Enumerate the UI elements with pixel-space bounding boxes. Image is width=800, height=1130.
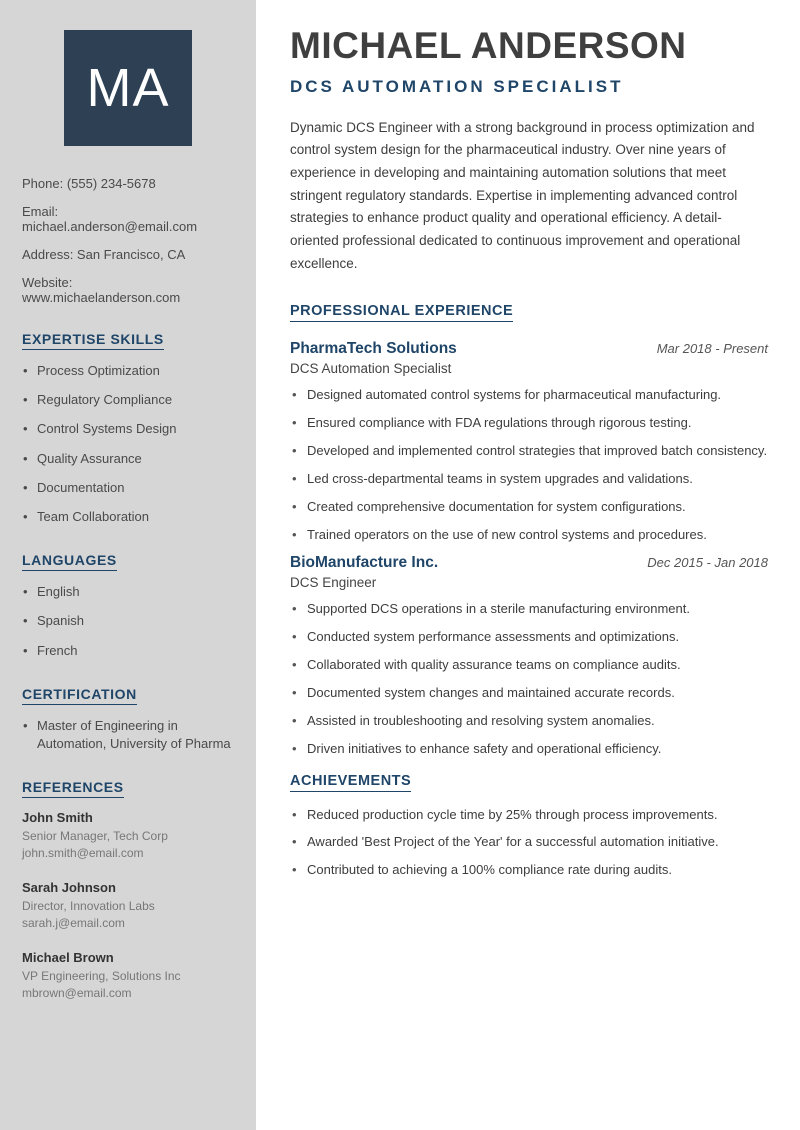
list-item: • Control Systems Design [22,420,234,438]
list-item: • Reduced production cycle time by 25% through process improvements. [290,806,768,825]
experience-heading: PROFESSIONAL EXPERIENCE [290,303,513,322]
contact-phone: Phone: (555) 234-5678 [22,176,156,191]
list-item: • Documented system changes and maintained accurate records. [290,684,768,703]
list-item: • French [22,642,234,660]
reference-email: sarah.j@email.com [22,916,125,931]
job-header [290,340,768,358]
list-item: • Supported DCS operations in a sterile manufacturing environment. [290,600,768,619]
reference-name: Michael Brown [22,949,114,965]
main-content [256,0,800,1130]
achievements-heading: ACHIEVEMENTS [290,773,411,792]
achievements-list [290,806,768,881]
job-bullets [290,600,768,758]
skills-list [22,362,234,526]
sidebar [0,0,256,1130]
list-item: • Driven initiatives to enhance safety and operational efficiency. [290,740,768,759]
list-item: • Master of Engineering in Automation, University of Pharma [22,717,234,753]
reference-entry [22,950,234,1003]
page-title: MICHAEL ANDERSON [290,25,687,66]
job-header [290,554,768,572]
list-item: • Led cross-departmental teams in system upgrades and validations. [290,470,768,489]
certification-heading: CERTIFICATION [22,686,137,705]
contact-website: Website: www.michaelanderson.com [22,275,181,305]
list-item: • Designed automated control systems for pharmaceutical manufacturing. [290,386,768,405]
list-item: • Team Collaboration [22,508,234,526]
list-item: • Conducted system performance assessments and optimizations. [290,628,768,647]
reference-entry [22,810,234,863]
reference-name: John Smith [22,810,93,826]
list-item: • Contributed to achieving a 100% compliance rate during audits. [290,861,768,880]
reference-role: Senior Manager, Tech Corp [22,829,168,844]
list-item: • Trained operators on the use of new control systems and procedures. [290,526,768,545]
contact-email: Email: michael.anderson@email.com [22,204,198,234]
list-item: • Quality Assurance [22,450,234,468]
reference-entry [22,880,234,933]
job-entry [290,340,768,544]
languages-heading: LANGUAGES [22,552,117,571]
reference-role: Director, Innovation Labs [22,898,155,913]
list-item: • Regulatory Compliance [22,391,234,409]
list-item: • Created comprehensive documentation for system configurations. [290,498,768,517]
section-references [22,779,234,1002]
job-bullets [290,386,768,544]
section-certification [22,686,234,753]
reference-name: Sarah Johnson [22,879,116,895]
certification-list [22,717,234,753]
list-item: • English [22,583,234,601]
references-heading: REFERENCES [22,779,124,798]
monogram-initials: MA [86,58,170,118]
job-dates: Dec 2015 - Jan 2018 [647,555,768,571]
job-dates: Mar 2018 - Present [656,341,768,357]
section-skills [22,331,234,526]
job-role: DCS Engineer [290,575,377,591]
reference-role: VP Engineering, Solutions Inc [22,968,181,983]
list-item: • Spanish [22,612,234,630]
skills-heading: EXPERTISE SKILLS [22,331,164,350]
list-item: • Collaborated with quality assurance teams on compliance audits. [290,656,768,675]
reference-email: john.smith@email.com [22,846,144,861]
section-languages [22,552,234,660]
monogram-avatar [64,30,192,146]
summary-paragraph: Dynamic DCS Engineer with a strong background in process optimization and control system design for the pharmaceutical industry. Over nine years of experience in developing and maintaining automation solutions that meet stringent regulatory standards. Expertise in implementing advanced control strategies to enhance product quality and operational efficiency. A detail-oriented professional dedicated to continuous improvement and operational excellence. [290,119,755,271]
list-item: • Developed and implemented control strategies that improved batch consistency. [290,442,768,461]
contact-address: Address: San Francisco, CA [22,247,186,262]
job-role: DCS Automation Specialist [290,361,452,377]
list-item: • Assisted in troubleshooting and resolving system anomalies. [290,712,768,731]
contact-info [22,176,234,305]
company-name: PharmaTech Solutions [290,340,457,358]
job-entry [290,554,768,758]
list-item: • Documentation [22,479,234,497]
list-item: • Awarded 'Best Project of the Year' for a successful automation initiative. [290,833,768,852]
list-item: • Process Optimization [22,362,234,380]
languages-list [22,583,234,660]
reference-email: mbrown@email.com [22,986,132,1001]
list-item: • Ensured compliance with FDA regulations through rigorous testing. [290,414,768,433]
professional-title: DCS AUTOMATION SPECIALIST [290,76,624,96]
company-name: BioManufacture Inc. [290,554,439,572]
section-achievements [290,769,768,881]
